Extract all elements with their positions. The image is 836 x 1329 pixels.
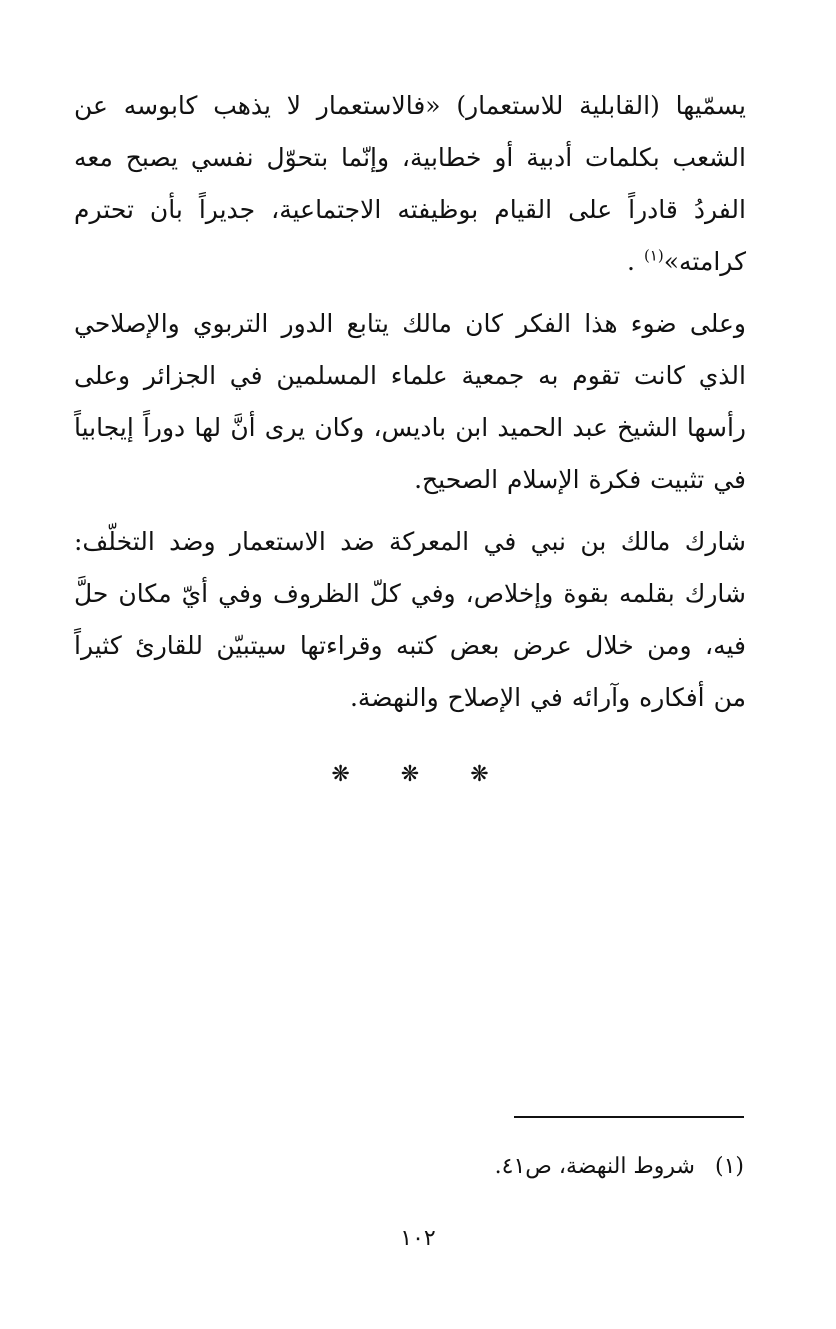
paragraph-1-text: يسمّيها (القابلية للاستعمار) «فالاستعمار لا يذهب كابوسه عن الشعب بكلمات أدبية أو خطابية، وإنّما بتحوّل نفسي يصبح معه الفردُ قادراً على القيام بوظيفته الاجتماعية، جديراً بأن تحترم كرامته» bbox=[74, 91, 746, 276]
paragraph-3-text: شارك مالك بن نبي في المعركة ضد الاستعمار وضد التخلّف: شارك بقلمه بقوة وإخلاص، وفي كلّ الظروف وفي أيّ مكان حلَّ فيه، ومن خلال عرض بعض كتبه وقراءتها سيتبيّن للقارئ كثيراً من أفكاره وآرائه في الإصلاح والنهضة. bbox=[74, 527, 746, 712]
section-separator: ❋ ❋ ❋ bbox=[331, 762, 511, 787]
paragraph-2 bbox=[74, 298, 746, 506]
paragraph-3 bbox=[74, 516, 746, 724]
footnote-reference[interactable]: (١) bbox=[643, 246, 664, 265]
paragraph-1-tail: . bbox=[627, 247, 635, 276]
footnote bbox=[495, 1150, 744, 1184]
page-body bbox=[74, 80, 746, 790]
footnote-divider bbox=[514, 1116, 744, 1118]
footnote-text: شروط النهضة، ص٤١. bbox=[494, 1154, 695, 1179]
footnote-marker: (١) bbox=[714, 1154, 744, 1179]
paragraph-1 bbox=[74, 80, 746, 288]
paragraph-2-text: وعلى ضوء هذا الفكر كان مالك يتابع الدور التربوي والإصلاحي الذي كانت تقوم به جمعية علماء المسلمين في الجزائر وعلى رأسها الشيخ عبد الحميد ابن باديس، وكان يرى أنَّ لها دوراً إيجابياً في تثبيت فكرة الإسلام الصحيح. bbox=[74, 309, 746, 494]
page-number: ١٠٢ bbox=[400, 1226, 436, 1251]
